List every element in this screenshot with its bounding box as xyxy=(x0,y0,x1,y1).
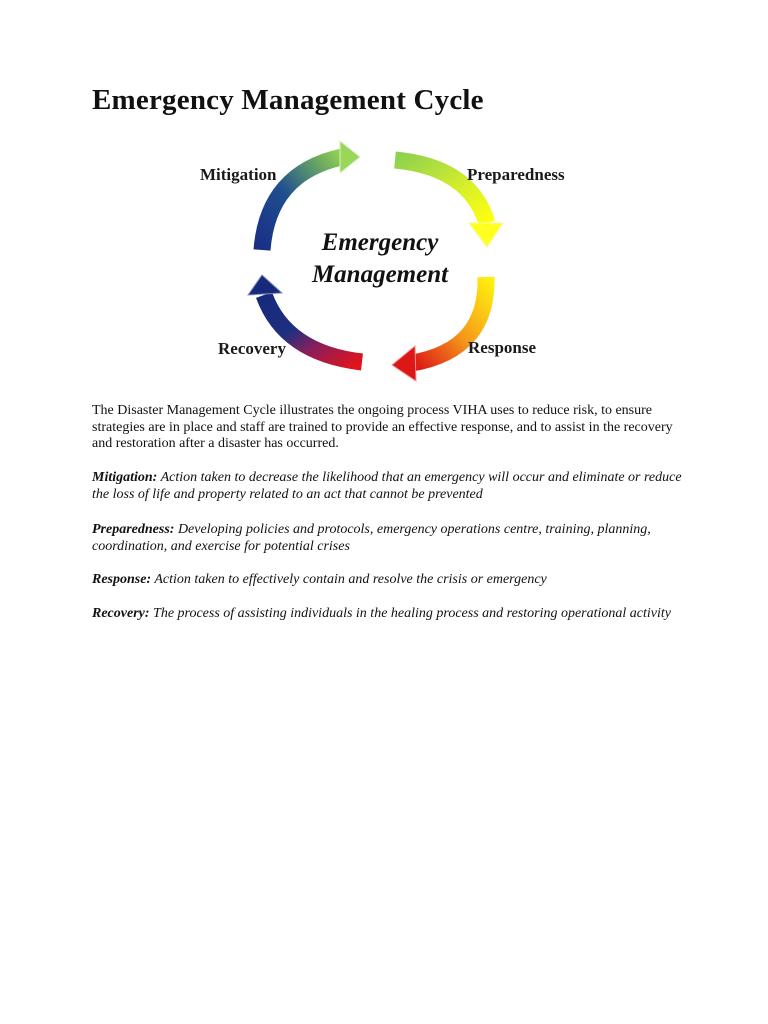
definition-text: Developing policies and protocols, emergency operations centre, training, planning, coordination, and exercise for potential crises xyxy=(92,522,651,554)
center-label-line1: Emergency xyxy=(321,229,439,256)
response-arrow xyxy=(392,277,486,381)
center-label-line2: Management xyxy=(311,261,449,288)
emergency-management-cycle-diagram xyxy=(190,135,590,385)
stage-label-response: Response xyxy=(468,338,537,357)
definition-text: Action taken to effectively contain and resolve the crisis or emergency xyxy=(151,572,547,587)
definition-term: Mitigation: xyxy=(92,470,158,485)
stage-label-preparedness: Preparedness xyxy=(467,165,565,184)
definition-text: The process of assisting individuals in the healing process and restoring operational activity xyxy=(149,606,671,621)
definition-term: Preparedness: xyxy=(92,522,175,537)
definition-text: Action taken to decrease the likelihood that an emergency will occur and eliminate or reduce the loss of life and property related to an act that cannot be prevented xyxy=(92,470,682,502)
page-title: Emergency Management Cycle xyxy=(92,84,484,116)
stage-label-mitigation: Mitigation xyxy=(200,165,277,184)
definition-response xyxy=(92,572,692,589)
definition-mitigation xyxy=(92,470,692,503)
intro-paragraph: The Disaster Management Cycle illustrates the ongoing process VIHA uses to reduce risk, to ensure strategies are in place and staff are trained to provide an effective response, and to assist in the recovery and restoration after a disaster has occurred. xyxy=(92,403,673,451)
center-label xyxy=(300,227,460,291)
definition-recovery xyxy=(92,606,692,623)
definition-term: Recovery: xyxy=(92,606,150,621)
definition-preparedness xyxy=(92,522,692,555)
stage-label-recovery: Recovery xyxy=(218,339,286,358)
definition-term: Response: xyxy=(92,572,152,587)
